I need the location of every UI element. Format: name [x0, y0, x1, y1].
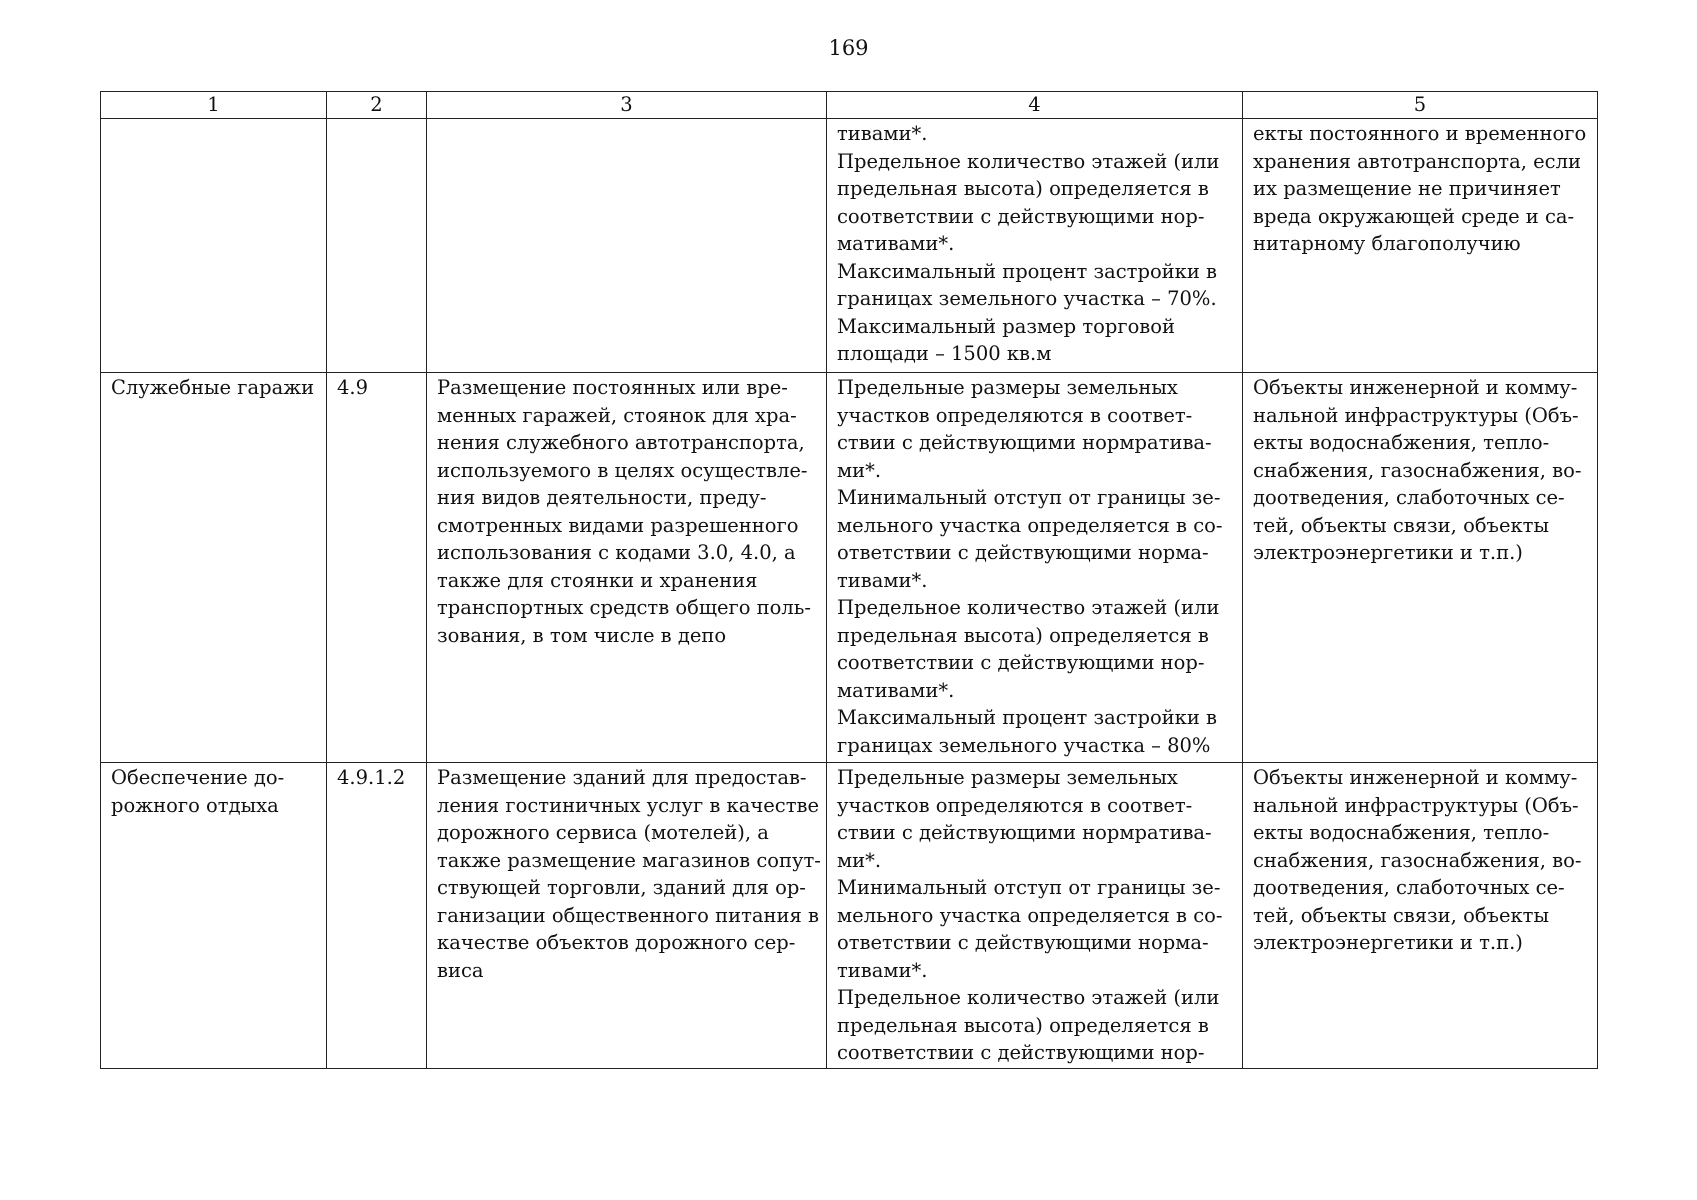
cell-text: [437, 373, 816, 649]
text-line: границах земельного участка – 80%: [837, 733, 1211, 757]
cell-text: [337, 119, 416, 120]
text-line: предельная высота) определяется в: [837, 1013, 1209, 1037]
text-line: электроэнергетики и т.п.): [1253, 931, 1523, 954]
text-line: рожного отдыха: [111, 793, 279, 817]
text-line: также для стоянки и хранения: [437, 568, 758, 592]
text-line: Максимальный размер торговой: [837, 314, 1176, 338]
text-line: Предельное количество этажей (или: [837, 596, 1220, 619]
text-line: Минимальный отступ от границы зе-: [837, 876, 1221, 899]
text-line: тивами*.: [837, 122, 928, 145]
text-line: снабжения, газоснабжения, во-: [1253, 458, 1582, 482]
cell-text: [337, 373, 416, 402]
text-line: ответствии с действующими норма-: [837, 931, 1209, 954]
text-line: тивами*.: [837, 568, 928, 592]
description-cell: [427, 119, 827, 373]
text-line: предельная высота) определяется в: [837, 623, 1209, 647]
code-cell: [327, 119, 427, 373]
text-line: также размещение магазинов сопут-: [437, 848, 821, 872]
text-line: участков определяются в соответ-: [837, 403, 1193, 427]
header-cell-4: 4: [827, 92, 1243, 119]
text-line: ответствии с действующими норма-: [837, 541, 1209, 564]
text-line: границах земельного участка – 70%.: [837, 287, 1217, 310]
text-line: менных гаражей, стоянок для хра-: [437, 403, 797, 427]
text-line: ния видов деятельности, преду-: [437, 486, 767, 509]
text-line: качестве объектов дорожного сер-: [437, 931, 796, 954]
text-line: использования с кодами 3.0, 4.0, а: [437, 541, 796, 564]
text-line: нения служебного автотранспорта,: [437, 431, 805, 454]
text-line: Предельное количество этажей (или: [837, 986, 1220, 1009]
text-line: доотведения, слаботочных се-: [1253, 876, 1565, 899]
cell-text: [1253, 373, 1587, 567]
cell-text: [111, 373, 316, 402]
zoning-table: [100, 91, 1598, 1069]
text-line: мельного участка определяется в со-: [837, 903, 1223, 927]
text-line: Объекты инженерной и комму-: [1253, 766, 1578, 789]
text-line: ствующей торговли, зданий для ор-: [437, 876, 806, 899]
header-row: [101, 92, 1598, 119]
table-row: [101, 119, 1598, 373]
table-row: [101, 763, 1598, 1069]
text-line: Максимальный процент застройки в: [837, 706, 1218, 729]
text-line: тей, объекты связи, объекты: [1253, 513, 1549, 537]
name-cell: [101, 119, 327, 373]
text-line: соответствии с действующими нор-: [837, 204, 1205, 228]
text-line: ствии с действующими нормратива-: [837, 821, 1212, 844]
text-line: екты водоснабжения, тепло-: [1253, 431, 1550, 454]
text-line: нитарному благополучию: [1253, 232, 1521, 255]
parameters-cell: [827, 763, 1243, 1069]
cell-text: [437, 119, 816, 120]
auxiliary-cell: [1243, 119, 1598, 373]
text-line: электроэнергетики и т.п.): [1253, 541, 1523, 564]
text-line: виса: [437, 958, 484, 982]
text-line: мативами*.: [837, 678, 955, 702]
text-line: снабжения, газоснабжения, во-: [1253, 848, 1582, 872]
header-cell-3: 3: [427, 92, 827, 119]
text-line: соответствии с действующими нор-: [837, 1041, 1205, 1064]
description-cell: [427, 763, 827, 1069]
text-line: Обеспечение до-: [111, 766, 285, 789]
text-line: Предельное количество этажей (или: [837, 149, 1220, 173]
header-cell-5: 5: [1243, 92, 1598, 119]
text-line: зования, в том числе в депо: [437, 623, 727, 647]
cell-text: [337, 763, 416, 792]
text-line: дорожного сервиса (мотелей), а: [437, 821, 769, 844]
text-line: ми*.: [837, 458, 882, 482]
text-line: мельного участка определяется в со-: [837, 513, 1223, 537]
text-line: хранения автотранспорта, если: [1253, 149, 1581, 173]
description-cell: [427, 373, 827, 763]
cell-text: [837, 763, 1232, 1067]
code-cell: [327, 763, 427, 1069]
text-line: используемого в целях осуществле-: [437, 458, 808, 482]
text-line: ления гостиничных услуг в качестве: [437, 793, 820, 817]
text-line: участков определяются в соответ-: [837, 793, 1193, 817]
cell-text: [437, 763, 821, 984]
text-line: 4.9.1.2: [337, 766, 406, 789]
cell-text: [111, 763, 316, 819]
text-line: Размещение постоянных или вре-: [437, 376, 788, 399]
text-line: Максимальный процент застройки в: [837, 259, 1218, 283]
text-line: их размещение не причиняет: [1253, 177, 1561, 200]
cell-text: [1253, 119, 1587, 258]
text-line: тей, объекты связи, объекты: [1253, 903, 1549, 927]
text-line: Минимальный отступ от границы зе-: [837, 486, 1221, 509]
auxiliary-cell: [1243, 763, 1598, 1069]
header-cell-1: 1: [101, 92, 327, 119]
text-line: Объекты инженерной и комму-: [1253, 376, 1578, 399]
text-line: предельная высота) определяется в: [837, 177, 1209, 200]
cell-text: [837, 373, 1232, 759]
text-line: ми*.: [837, 848, 882, 872]
text-line: Предельные размеры земельных: [837, 766, 1178, 789]
text-line: Предельные размеры земельных: [837, 376, 1178, 399]
text-line: екты постоянного и временного: [1253, 122, 1587, 145]
text-line: соответствии с действующими нор-: [837, 651, 1205, 674]
text-line: смотренных видами разрешенного: [437, 513, 799, 537]
text-line: ганизации общественного питания в: [437, 903, 819, 927]
text-line: тивами*.: [837, 958, 928, 982]
cell-text: [111, 119, 316, 120]
text-line: ствии с действующими нормратива-: [837, 431, 1212, 454]
header-cell-2: 2: [327, 92, 427, 119]
cell-text: [837, 119, 1232, 368]
table-row: [101, 373, 1598, 763]
parameters-cell: [827, 373, 1243, 763]
text-line: Размещение зданий для предостав-: [437, 766, 807, 789]
name-cell: [101, 373, 327, 763]
text-line: доотведения, слаботочных се-: [1253, 486, 1565, 509]
text-line: 4.9: [337, 376, 369, 399]
cell-text: [1253, 763, 1587, 957]
text-line: нальной инфраструктуры (Объ-: [1253, 403, 1579, 427]
text-line: площади – 1500 кв.м: [837, 342, 1052, 365]
parameters-cell: [827, 119, 1243, 373]
text-line: мативами*.: [837, 232, 955, 255]
text-line: транспортных средств общего поль-: [437, 596, 812, 619]
code-cell: [327, 373, 427, 763]
text-line: екты водоснабжения, тепло-: [1253, 821, 1550, 844]
text-line: Служебные гаражи: [111, 376, 315, 399]
auxiliary-cell: [1243, 373, 1598, 763]
name-cell: [101, 763, 327, 1069]
text-line: вреда окружающей среде и са-: [1253, 204, 1575, 228]
page-number: 169: [828, 36, 869, 60]
text-line: нальной инфраструктуры (Объ-: [1253, 793, 1579, 817]
